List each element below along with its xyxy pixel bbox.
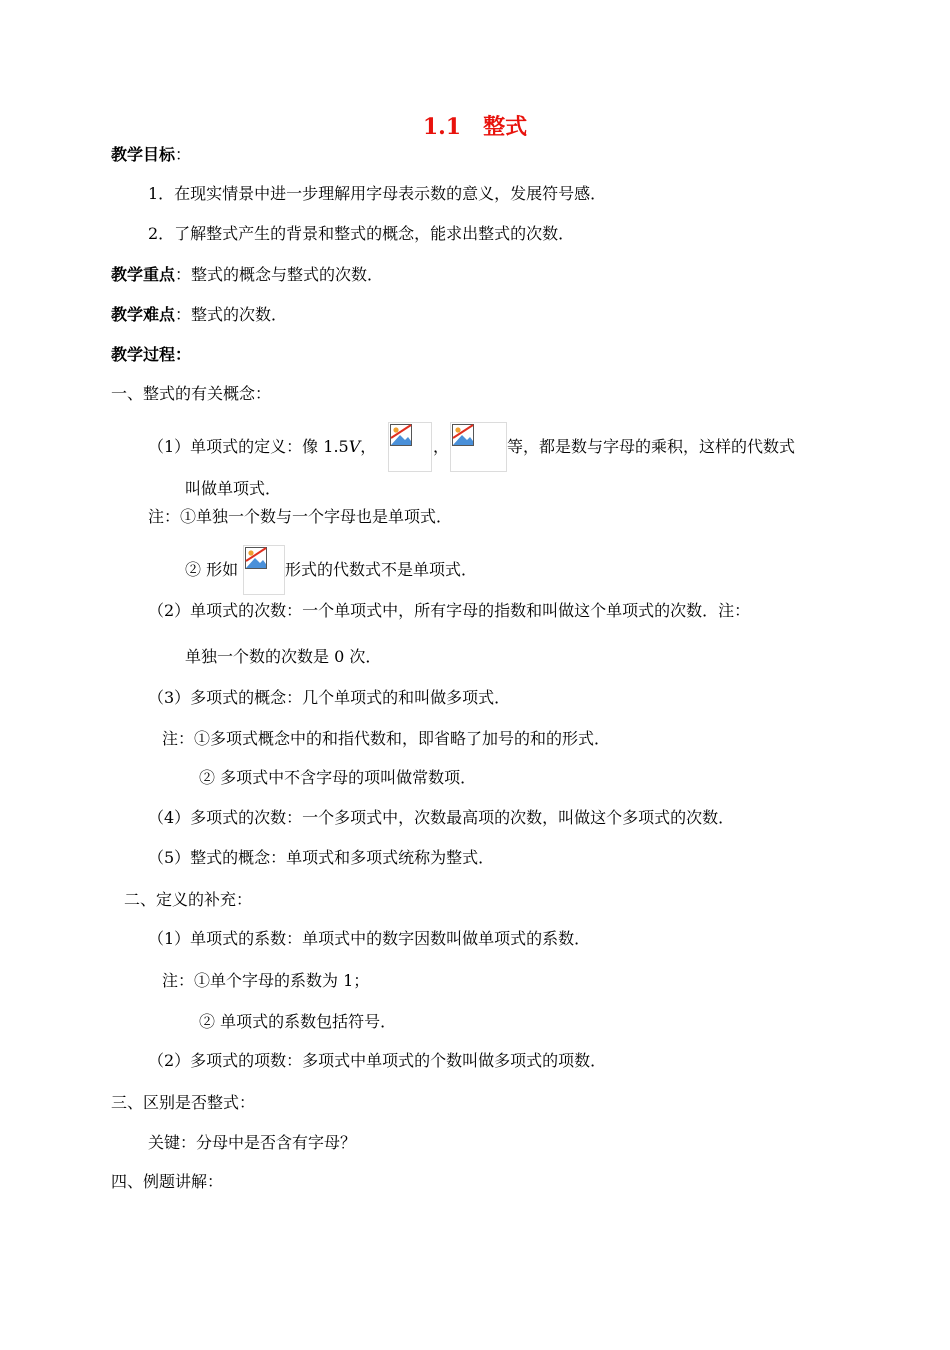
title-text: 整式: [483, 114, 528, 140]
objective-2: 2．了解整式产生的背景和整式的概念，能求出整式的次数．: [148, 224, 575, 243]
variable-v: V: [348, 437, 361, 456]
difficulty-text: ：整式的次数．: [175, 305, 288, 324]
sec1-item2-cont: 单独一个数的次数是 0 次．: [185, 647, 382, 666]
key-point-label: 教学重点: [111, 265, 176, 284]
objective-1: 1．在现实情景中进一步理解用字母表示数的意义，发展符号感．: [148, 184, 607, 203]
sec1-item4: （4）多项式的次数：一个多项式中，次数最高项的次数，叫做这个多项式的次数．: [148, 808, 735, 827]
sec2-item1: （1）单项式的系数：单项式中的数字因数叫做单项式的系数．: [148, 929, 591, 948]
sec1-note2-suffix: 形式的代数式不是单项式．: [285, 560, 478, 579]
sec2-item2: （2）多项式的项数：多项式中单项式的个数叫做多项式的项数．: [148, 1051, 607, 1070]
key-point-text: ：整式的概念与整式的次数．: [175, 265, 384, 284]
sec1-item2: （2）单项式的次数：一个单项式中，所有字母的指数和叫做这个单项式的次数．注：: [148, 601, 751, 620]
section-2-heading: 二、定义的补充：: [124, 890, 253, 909]
objectives-heading: 教学目标：: [111, 145, 192, 164]
sec1-item5: （5）整式的概念：单项式和多项式统称为整式．: [148, 848, 495, 867]
key-point: [111, 265, 383, 285]
process-heading: 教学过程：: [111, 345, 192, 364]
section-4-heading: 四、例题讲解：: [111, 1172, 224, 1191]
broken-image-icon: [450, 422, 507, 472]
sec1-item1-suffix: 等，都是数与字母的乘积，这样的代数式: [507, 437, 796, 456]
section-1-heading: 一、整式的有关概念：: [111, 384, 272, 403]
sec2-note2: ② 单项式的系数包括符号．: [199, 1012, 397, 1031]
difficulty-label: 教学难点: [111, 305, 176, 324]
page-title: [0, 114, 950, 140]
sec1-item1-prefix: （1）单项式的定义：像 1.5V，: [148, 437, 377, 456]
difficulty: [111, 305, 287, 325]
objectives-label: 教学目标: [111, 145, 176, 164]
sec1-note4: ② 多项式中不含字母的项叫做常数项．: [199, 768, 477, 787]
section-3-heading: 三、区别是否整式：: [111, 1093, 256, 1112]
title-number: 1.1: [422, 114, 462, 140]
sec1-note1: 注：①单独一个数与一个字母也是单项式．: [148, 507, 453, 526]
sec1-note3: 注：①多项式概念中的和指代数和，即省略了加号的和的形式．: [162, 729, 611, 748]
sec3-key: 关键：分母中是否含有字母？: [148, 1133, 357, 1152]
broken-image-icon: [243, 545, 285, 595]
sec1-item3: （3）多项式的概念：几个单项式的和叫做多项式．: [148, 688, 511, 707]
sec2-note1: 注：①单个字母的系数为 1；: [162, 971, 370, 990]
sec1-note2-prefix: ② 形如: [185, 560, 239, 579]
sec1-item1-comma: ，: [433, 437, 450, 456]
sec1-item1-cont: 叫做单项式．: [185, 479, 282, 498]
broken-image-icon: [388, 422, 432, 472]
